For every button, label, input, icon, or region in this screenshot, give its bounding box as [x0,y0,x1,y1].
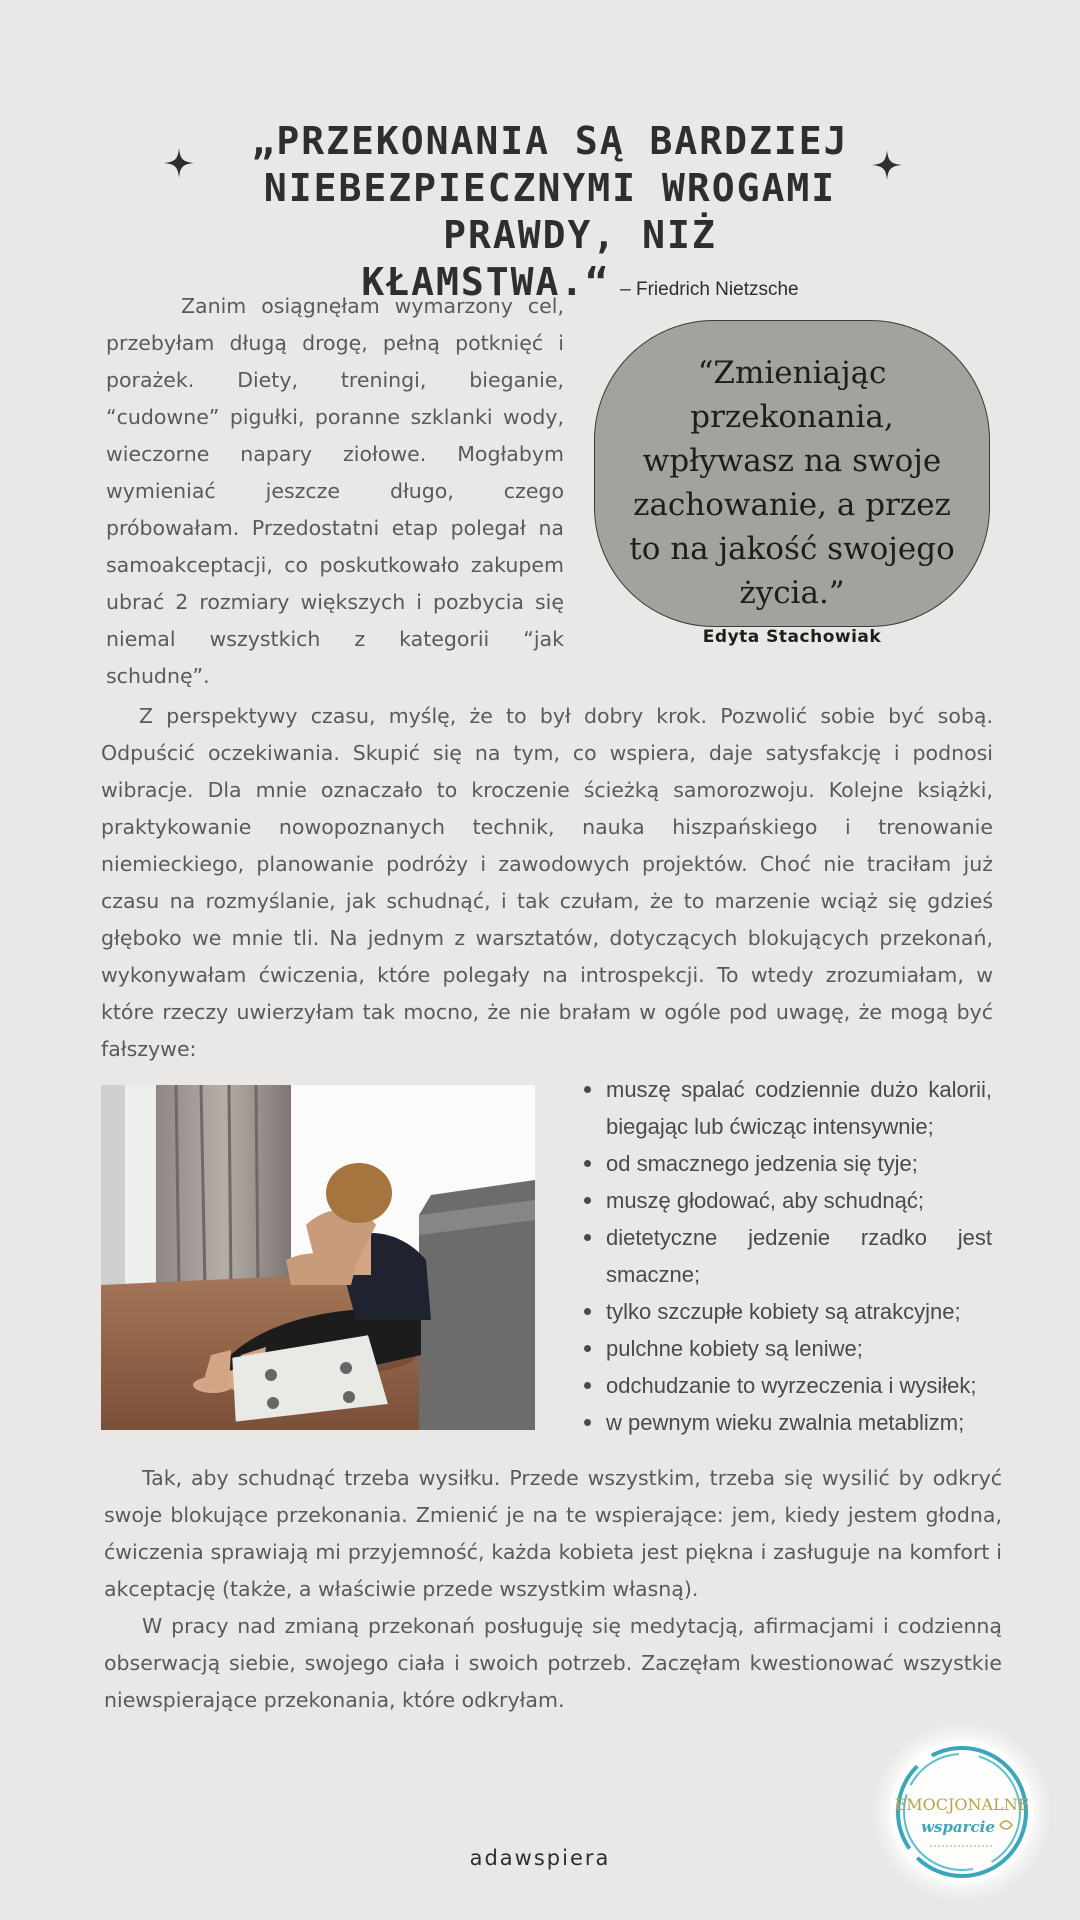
four-point-star-icon [872,150,902,180]
list-item: odchudzanie to wyrzeczenia i wysiłek; [578,1367,992,1404]
logo-title: EMOCJONALNE [894,1795,1030,1814]
closing-paragraphs [104,1460,1002,1719]
closing-paragraph: W pracy nad zmianą przekonań posługuję się medytacją, afirmacjami i codzienną obserwacją siebie, swojego ciała i swoich potrzeb. Zaczęłam kwestionować wszystkie niewspierające przekonania, które odkryłam. [104,1614,1002,1712]
list-item: tylko szczupłe kobiety są atrakcyjne; [578,1293,992,1330]
list-item: muszę spalać codziennie dużo kalorii, biegając lub ćwicząc intensywnie; [578,1071,992,1145]
pull-quote-author: Edyta Stachowiak [702,627,882,647]
header-quote-line: „PRZEKONANIA SĄ BARDZIEJ [251,119,849,163]
header-quote-line: PRAWDY, NIŻ KŁAMSTWA.“ [361,213,717,304]
header-quote-line: NIEBEZPIECZNYMI WROGAMI [263,166,837,210]
beliefs-list [578,1071,992,1441]
quote-author: – Friedrich Nietzsche [620,279,799,300]
list-item: dietetyczne jedzenie rzadko jest smaczne; [578,1219,992,1293]
footer-handle: adawspiera [469,1846,611,1870]
body-paragraph [101,698,993,1068]
list-item: muszę głodować, aby schudnąć; [578,1182,992,1219]
logo-subtitle: wsparcie [921,1818,995,1836]
list-item: od smacznego jedzenia się tyje; [578,1145,992,1182]
four-point-star-icon [164,148,194,178]
header-quote [240,118,860,313]
list-item: w pewnym wieku zwalnia metablizm; [578,1404,992,1441]
intro-paragraph [106,288,564,695]
pull-quote-box [594,320,990,647]
emocjonalne-wsparcie-logo [872,1722,1052,1902]
woman-sitting-by-scale-photo [101,1085,535,1430]
intro-paragraph-text: Zanim osiągnęłam wymarzony cel, przebyłam długą drogę, pełną potknięć i porażek. Diety, treningi, bieganie, “cudowne” pigułki, poranne szklanki wody, wieczorne napary ziołowe. Mogłabym wymieniać jeszcze długo, czego próbowałam. Przedostatni etap polegał na samoakceptacji, co poskutkowało zakupem ubrać 2 rozmiary większych i pozbycia się niemal wszystkich z kategorii “jak schudnę”. [106,294,564,688]
body-paragraph-text: Z perspektywy czasu, myślę, że to był dobry krok. Pozwolić sobie być sobą. Odpuścić oczekiwania. Skupić się na tym, co wspiera, daje satysfakcję i podnosi wibracje. Dla mnie oznaczało to kroczenie ścieżką samorozwoju. Kolejne książki, praktykowanie nowopoznanych technik, nauka hiszpańskiego i trenowanie niemieckiego, planowanie podróży i zawodowych projektów. Choć nie traciłam już czasu na rozmyślanie, jak schudnąć, i tak czułam, że to marzenie wciąż się gdzieś głęboko we mnie tli. Na jednym z warsztatów, dotyczących blokujących przekonań, wykonywałam ćwiczenia, które polegały na introspekcji. To wtedy zrozumiałam, w które rzeczy uwierzyłam tak mocno, że nie brałam w ogóle pod uwagę, że mogą być fałszywe: [101,704,993,1061]
list-item: pulchne kobiety są leniwe; [578,1330,992,1367]
closing-paragraph: Tak, aby schudnąć trzeba wysiłku. Przede wszystkim, trzeba się wysilić by odkryć swoje blokujące przekonania. Zmienić je na te wspierające: jem, kiedy jestem głodna, ćwiczenia sprawiają mi przyjemność, każda kobieta jest piękna i zasługuje na komfort i akceptację (także, a właściwie przede wszystkim własną). [104,1466,1002,1601]
pull-quote-text: “Zmieniając przekonania, wpływasz na swoje zachowanie, a przez to na jakość swojego życia.” [629,355,955,611]
